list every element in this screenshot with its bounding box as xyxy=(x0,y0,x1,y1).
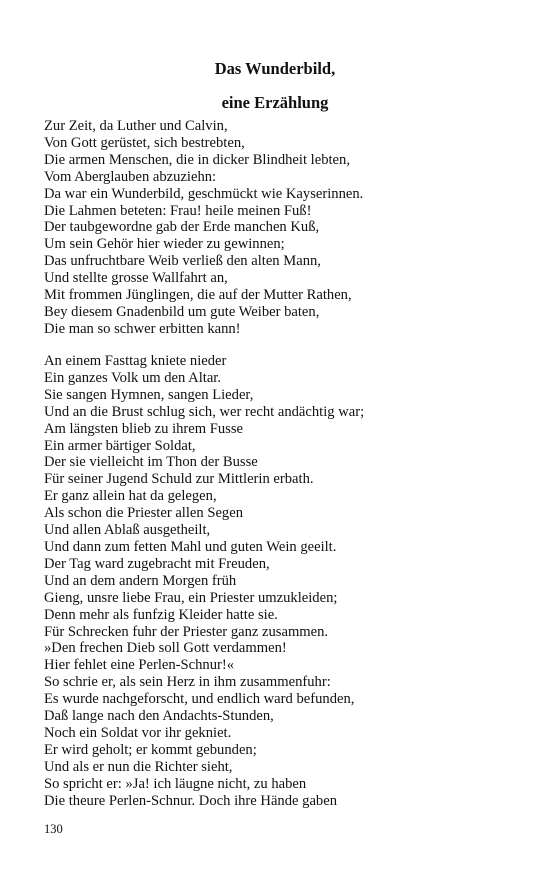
verse-line: Und dann zum fetten Mahl und guten Wein geeilt. xyxy=(44,538,337,555)
verse-line: Vom Aberglauben abzuziehn: xyxy=(44,168,217,185)
verse-line: Bey diesem Gnadenbild um gute Weiber baten, xyxy=(44,303,320,320)
verse-line: Daß lange nach den Andachts-Stunden, xyxy=(44,708,274,725)
verse-line: Und an dem andern Morgen früh xyxy=(44,572,237,589)
verse-line: Hier fehlet eine Perlen-Schnur!« xyxy=(44,657,235,674)
poem-title: Das Wunderbild, xyxy=(214,59,336,78)
verse-line: Die armen Menschen, die in dicker Blindheit lebten, xyxy=(44,151,350,168)
verse-line: Mit frommen Jünglingen, die auf der Mutter Rathen, xyxy=(44,287,352,304)
verse-line: »Den frechen Dieb soll Gott verdammen! xyxy=(44,640,287,657)
verse-line: So schrie er, als sein Herz in ihm zusammenfuhr: xyxy=(44,674,331,691)
verse-line: Da war ein Wunderbild, geschmückt wie Kayserinnen. xyxy=(44,185,364,202)
verse-line: Denn mehr als funfzig Kleider hatte sie. xyxy=(44,606,278,623)
verse-line: Und als er nun die Richter sieht, xyxy=(44,758,233,775)
stanza xyxy=(44,353,524,809)
page-number: 130 xyxy=(44,822,63,836)
verse-line: Die Lahmen beteten: Frau! heile meinen Fuß! xyxy=(44,202,312,219)
verse-line: Gieng, unsre liebe Frau, ein Priester umzukleiden; xyxy=(44,589,338,606)
verse-line: An einem Fasttag kniete nieder xyxy=(44,353,227,369)
verse-line: Von Gott gerüstet, sich bestrebten, xyxy=(44,134,245,151)
verse-line: Und allen Ablaß ausgetheilt, xyxy=(44,522,211,539)
verse-line: Er wird geholt; er kommt gebunden; xyxy=(44,741,257,758)
verse-line: Für seiner Jugend Schuld zur Mittlerin erbath. xyxy=(44,471,314,488)
verse-line: Noch ein Soldat vor ihr gekniet. xyxy=(44,724,232,741)
verse-line: Für Schrecken fuhr der Priester ganz zusammen. xyxy=(44,623,329,640)
verse-line: Es wurde nachgeforscht, und endlich ward befunden, xyxy=(44,691,355,708)
verse-line: Die man so schwer erbitten kann! xyxy=(44,320,241,337)
verse-line: Der sie vielleicht im Thon der Busse xyxy=(44,454,258,471)
verse-line: Das unfruchtbare Weib verließ den alten Mann, xyxy=(44,253,321,270)
verse-line: Am längsten blieb zu ihrem Fusse xyxy=(44,420,244,437)
verse-line: Um sein Gehör hier wieder zu gewinnen; xyxy=(44,236,285,253)
verse-line: Sie sangen Hymnen, sangen Lieder, xyxy=(44,386,254,403)
verse-line: Ein armer bärtiger Soldat, xyxy=(44,437,196,454)
stanza xyxy=(44,118,524,338)
poem-subtitle: eine Erzählung xyxy=(221,93,329,112)
verse-line: Zur Zeit, da Luther und Calvin, xyxy=(44,118,228,134)
verse-line: Und stellte grosse Wallfahrt an, xyxy=(44,270,228,287)
verse-line: Die theure Perlen-Schnur. Doch ihre Hände gaben xyxy=(44,792,337,809)
verse-line: Der Tag ward zugebracht mit Freuden, xyxy=(44,555,270,572)
verse-line: Ein ganzes Volk um den Altar. xyxy=(44,369,221,386)
verse-line: Er ganz allein hat da gelegen, xyxy=(44,488,217,505)
verse-line: Und an die Brust schlug sich, wer recht andächtig war; xyxy=(44,403,365,420)
verse-line: So spricht er: »Ja! ich läugne nicht, zu haben xyxy=(44,775,307,792)
verse-line: Der taubgewordne gab der Erde manchen Kuß, xyxy=(44,219,320,236)
verse-line: Als schon die Priester allen Segen xyxy=(44,505,243,522)
